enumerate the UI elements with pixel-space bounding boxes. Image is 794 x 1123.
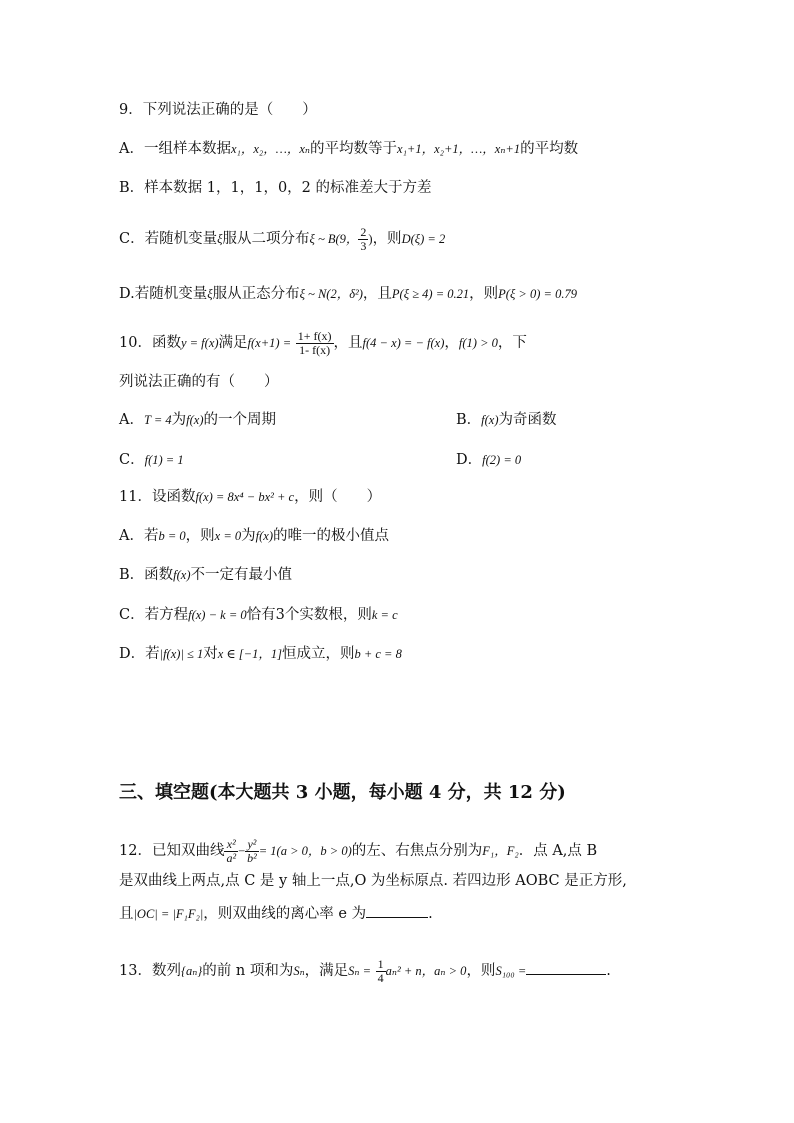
q12-frac-x-num: x² <box>224 838 238 852</box>
q9-option-c <box>119 226 445 252</box>
q13-lhs: Sₙ = <box>348 964 372 979</box>
q11-stem-post: ，则（ ） <box>294 489 382 505</box>
q12-l3-math: |OC| = |F₁F₂| <box>133 907 204 921</box>
q12-frac-y <box>245 838 259 864</box>
q10-d-label: D． <box>456 452 483 468</box>
q10-b-post: 为奇函数 <box>498 412 557 428</box>
q9-c-fraction <box>358 226 368 252</box>
q11-d-mid: 对 <box>203 646 218 662</box>
q10-comma: ， <box>444 335 459 352</box>
q10-fraction <box>296 330 334 356</box>
q10-stem-line2: 列说法正确的有（ ） <box>119 374 279 390</box>
q9-a-text: A．一组样本数据 <box>119 141 231 157</box>
q12-line3 <box>119 902 433 923</box>
q10-and: ，且 <box>333 335 363 352</box>
q10-tail: ，下 <box>497 335 527 352</box>
q9-d-and: ，且 <box>362 286 392 302</box>
q11-a-math-3: f(x) <box>255 529 274 543</box>
q9-c-result: D(ξ) = 2 <box>401 232 446 247</box>
q12-line2: 是双曲线上两点,点 C 是 y 轴上一点,O 为坐标原点. 若四边形 AOBC 是正方形, <box>119 873 627 889</box>
q9-c-dist: ξ ~ B(9， <box>309 232 359 247</box>
q9-c-frac-den: 3 <box>360 238 367 253</box>
q11-stem <box>119 485 381 506</box>
q10-satisfy: 满足 <box>218 335 248 352</box>
q9-c-text: C．若随机变量 <box>119 231 218 248</box>
q10-func: y = f(x) <box>180 336 219 351</box>
q11-d-math-1: |f(x)| ≤ 1 <box>159 647 204 661</box>
q11-option-b <box>119 563 292 584</box>
q11-a-mid2: 为 <box>241 528 256 544</box>
q11-b-pre: B．函数 <box>119 567 174 583</box>
q11-a-math-2: x = 0 <box>214 529 242 543</box>
q9-d-text-mid: 服从正态分布 <box>212 286 300 302</box>
section-heading: 三、填空题(本大题共 3 小题，每小题 4 分，共 12 分) <box>119 782 566 803</box>
q11-option-c <box>119 603 398 624</box>
q12-tail: ．点 A,点 B <box>518 843 598 860</box>
q11-option-d <box>119 642 402 663</box>
q10-b-label: B． <box>456 412 482 428</box>
q9-a-text-post: 的平均数 <box>520 141 579 157</box>
q11-func: f(x) = 8x⁴ − bx² + c <box>195 490 295 504</box>
q11-a-math-1: b = 0 <box>158 529 186 543</box>
q9-d-then: ，则 <box>469 286 499 302</box>
q9-c-frac-num: 2 <box>360 225 367 239</box>
q11-option-a <box>119 524 389 545</box>
q12-l3-post: ，则双曲线的离心率 e 为 <box>203 906 367 922</box>
q10-a-mid: 为 <box>171 412 187 428</box>
q12-answer-blank[interactable] <box>366 903 428 918</box>
q11-c-math-1: f(x) − k = 0 <box>188 608 247 622</box>
q13-line <box>119 958 611 984</box>
q11-b-math: f(x) <box>173 568 191 582</box>
q13-ask: ，则 <box>466 963 496 980</box>
q12-frac-y-num: y² <box>245 838 259 852</box>
q11-d-math-2: x ∈ [−1，1] <box>217 647 282 661</box>
q11-a-mid1: ，则 <box>185 528 215 544</box>
q12-post: 的左、右焦点分别为 <box>351 843 483 860</box>
q11-stem-text: 11．设函数 <box>119 489 196 505</box>
q9-c-then: ，则 <box>372 231 402 248</box>
q13-satisfy: ，满足 <box>304 963 349 980</box>
q11-b-post: 不一定有最小值 <box>190 567 293 583</box>
q10-cond1: f(4 − x) = − f(x) <box>362 336 445 351</box>
q10-d-math: f(2) = 0 <box>482 453 522 467</box>
q13-s100: S₁₀₀ = <box>495 964 527 979</box>
q12-pre: 12．已知双曲线 <box>119 843 225 860</box>
q9-d-text: D.若随机变量 <box>119 286 208 302</box>
q13-fraction <box>376 958 386 984</box>
q13-answer-blank[interactable] <box>526 960 606 975</box>
q13-cond: ，aₙ > 0 <box>421 964 467 979</box>
q13-end: . <box>606 963 611 980</box>
q11-d-math-3: b + c = 8 <box>354 647 402 661</box>
q10-frac-num: 1+ f(x) <box>297 329 332 343</box>
q9-d-cond: P(ξ ≥ 4) = 0.21 <box>391 287 470 301</box>
q11-d-mid2: 恒成立，则 <box>281 646 355 662</box>
q10-a-label: A． <box>119 412 144 428</box>
q12-frac-y-den: b² <box>247 850 257 865</box>
q10-option-b <box>456 408 557 429</box>
q10-a-post: 的一个周期 <box>203 412 277 428</box>
q10-option-c <box>119 448 184 469</box>
q12-line1 <box>119 838 597 864</box>
q9-c-var: ξ <box>217 232 223 247</box>
q9-a-math-1: x₁，x₂，…，xₙ <box>230 142 311 156</box>
q9-a-text-mid: 的平均数等于 <box>310 141 398 157</box>
q13-frac-num: 1 <box>377 957 384 971</box>
q10-option-d <box>456 448 521 469</box>
q9-d-result: P(ξ > 0) = 0.79 <box>498 287 577 301</box>
q10-stem-line1 <box>119 330 527 356</box>
q10-b-math: f(x) <box>481 413 499 427</box>
q10-option-a <box>119 408 276 429</box>
q10-c-math: f(1) = 1 <box>144 453 184 467</box>
q12-frac-x-den: a² <box>226 850 237 865</box>
q9-c-text-mid: 服从二项分布 <box>222 231 310 248</box>
q9-c-dist-tail: ) <box>368 232 373 247</box>
q12-foci: F₁，F₂ <box>482 844 519 859</box>
q12-l3-pre: 且 <box>119 906 134 922</box>
q13-frac-den: 4 <box>377 970 384 985</box>
q13-mid: 的前 n 项和为 <box>202 963 294 980</box>
q10-stem-text: 10．函数 <box>119 335 181 352</box>
q10-cond2: f(1) > 0 <box>458 336 498 351</box>
q9-d-dist: ξ ~ N(2，δ²) <box>299 287 363 301</box>
q12-eq: = 1(a > 0，b > 0) <box>258 844 352 859</box>
q11-c-mid: 恰有3个实数根，则 <box>246 607 372 623</box>
q11-d-pre: D．若 <box>119 646 160 662</box>
q12-minus: − <box>238 844 246 859</box>
q10-frac-den: 1- f(x) <box>299 342 331 357</box>
q10-lhs: f(x+1) = <box>247 336 292 351</box>
q10-a-math-2: f(x) <box>186 413 204 427</box>
q13-sn: Sₙ <box>293 964 305 979</box>
q13-seq: {aₙ} <box>180 964 203 979</box>
q9-stem: 9．下列说法正确的是（ ） <box>119 102 317 118</box>
q10-c-label: C． <box>119 452 145 468</box>
q9-option-d <box>119 282 577 303</box>
q11-c-pre: C．若方程 <box>119 607 189 623</box>
q11-a-pre: A．若 <box>119 528 159 544</box>
q9-option-a <box>119 137 578 158</box>
q10-a-math-1: T = 4 <box>143 413 172 427</box>
q12-end: . <box>428 906 433 922</box>
q11-a-post: 的唯一的极小值点 <box>273 528 390 544</box>
q13-pre: 13．数列 <box>119 963 181 980</box>
q12-frac-x <box>224 838 238 864</box>
q9-option-b: B．样本数据 1，1，1，0，2 的标准差大于方差 <box>119 180 432 196</box>
q11-c-math-2: k = c <box>371 608 398 622</box>
q9-d-var: ξ <box>207 287 213 301</box>
q9-a-math-2: x₁+1，x₂+1，…，xₙ+1 <box>397 142 521 156</box>
q13-rhs: aₙ² + n <box>385 964 422 979</box>
